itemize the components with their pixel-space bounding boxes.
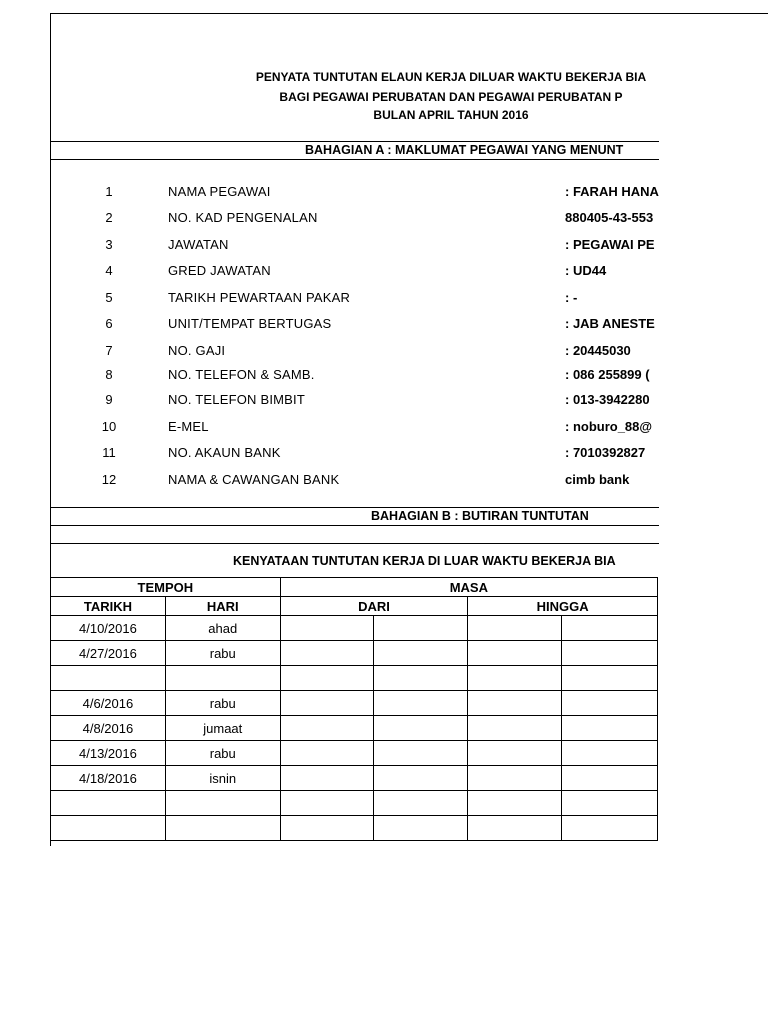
cell-dari-end[interactable] (374, 691, 468, 716)
info-value: : FARAH HANA (565, 184, 659, 199)
info-number: 4 (105, 263, 113, 278)
form-title-line-2: BAGI PEGAWAI PERUBATAN DAN PEGAWAI PERUBATAN P (279, 90, 623, 104)
cell-tarikh[interactable]: 4/6/2016 (51, 691, 165, 716)
table-row (51, 791, 658, 816)
info-number: 7 (105, 343, 113, 358)
header-masa: MASA (280, 578, 657, 597)
table-row (51, 716, 658, 741)
cell-hingga-start[interactable] (468, 691, 562, 716)
spreadsheet-page (50, 13, 768, 846)
info-value: : UD44 (565, 263, 607, 278)
cell-hari[interactable] (165, 791, 280, 816)
info-value: : PEGAWAI PE (565, 237, 655, 252)
header-tempoh: TEMPOH (51, 578, 280, 597)
cell-hingga-start[interactable] (468, 766, 562, 791)
divider (51, 159, 659, 160)
info-value: 880405-43-553 (565, 210, 654, 225)
cell-hari[interactable]: rabu (165, 691, 280, 716)
divider (51, 141, 659, 142)
cell-hari[interactable]: ahad (165, 616, 280, 641)
cell-tarikh[interactable]: 4/27/2016 (51, 641, 165, 666)
info-value: : 7010392827 (565, 445, 646, 460)
cell-dari-start[interactable] (280, 666, 374, 691)
cell-dari-end[interactable] (374, 716, 468, 741)
cell-hingga-end[interactable] (562, 691, 658, 716)
info-label: NAMA & CAWANGAN BANK (168, 472, 340, 487)
cell-tarikh[interactable]: 4/10/2016 (51, 616, 165, 641)
header-hari: HARI (165, 597, 280, 616)
cell-tarikh[interactable]: 4/13/2016 (51, 741, 165, 766)
table-row (51, 816, 658, 841)
info-value: : 013-3942280 (565, 392, 650, 407)
table-row (51, 766, 658, 791)
cell-dari-start[interactable] (280, 816, 374, 841)
sheet-content (51, 14, 659, 846)
cell-hingga-start[interactable] (468, 716, 562, 741)
table-row (51, 616, 658, 641)
info-number: 12 (101, 472, 117, 487)
form-title-line-1: PENYATA TUNTUTAN ELAUN KERJA DILUAR WAKTU BEKERJA BIA (255, 70, 647, 84)
info-value: : 20445030 (565, 343, 631, 358)
table-row (51, 741, 658, 766)
info-value: : 086 255899 ( (565, 367, 650, 382)
cell-hingga-end[interactable] (562, 616, 658, 641)
cell-hingga-end[interactable] (562, 716, 658, 741)
cell-hingga-start[interactable] (468, 791, 562, 816)
cell-hingga-end[interactable] (562, 666, 658, 691)
cell-dari-start[interactable] (280, 641, 374, 666)
header-tarikh: TARIKH (51, 597, 165, 616)
cell-dari-start[interactable] (280, 766, 374, 791)
table-row (51, 641, 658, 666)
info-value: cimb bank (565, 472, 630, 487)
info-number: 6 (105, 316, 113, 331)
cell-hari[interactable] (165, 666, 280, 691)
info-number: 11 (102, 445, 116, 460)
cell-hari[interactable] (165, 816, 280, 841)
cell-dari-end[interactable] (374, 791, 468, 816)
cell-dari-start[interactable] (280, 791, 374, 816)
info-label: E-MEL (168, 419, 209, 434)
cell-hingga-end[interactable] (562, 641, 658, 666)
cell-hingga-end[interactable] (562, 741, 658, 766)
info-value: : - (565, 290, 578, 305)
cell-tarikh[interactable]: 4/8/2016 (51, 716, 165, 741)
info-number: 1 (105, 184, 113, 199)
cell-hingga-end[interactable] (562, 766, 658, 791)
info-number: 3 (105, 237, 113, 252)
cell-hingga-start[interactable] (468, 666, 562, 691)
cell-hingga-end[interactable] (562, 791, 658, 816)
cell-hingga-start[interactable] (468, 616, 562, 641)
cell-dari-end[interactable] (374, 641, 468, 666)
divider (51, 507, 659, 508)
claims-table (51, 577, 658, 841)
info-label: TARIKH PEWARTAAN PAKAR (168, 290, 351, 305)
cell-dari-end[interactable] (374, 816, 468, 841)
info-number: 5 (105, 290, 113, 305)
cell-tarikh[interactable] (51, 791, 165, 816)
cell-dari-end[interactable] (374, 616, 468, 641)
cell-dari-start[interactable] (280, 691, 374, 716)
info-value: : noburo_88@ (565, 419, 653, 434)
cell-hingga-start[interactable] (468, 816, 562, 841)
cell-tarikh[interactable] (51, 816, 165, 841)
cell-tarikh[interactable]: 4/18/2016 (51, 766, 165, 791)
info-label: NO. AKAUN BANK (168, 445, 281, 460)
info-label: UNIT/TEMPAT BERTUGAS (168, 316, 332, 331)
header-hingga: HINGGA (468, 597, 658, 616)
cell-dari-start[interactable] (280, 716, 374, 741)
cell-dari-end[interactable] (374, 741, 468, 766)
info-label: NO. KAD PENGENALAN (168, 210, 318, 225)
cell-dari-start[interactable] (280, 616, 374, 641)
info-number: 10 (101, 419, 117, 434)
cell-hari[interactable]: jumaat (165, 716, 280, 741)
cell-hingga-start[interactable] (468, 741, 562, 766)
info-label: NO. GAJI (168, 343, 226, 358)
section-a-title: BAHAGIAN A : MAKLUMAT PEGAWAI YANG MENUNT (305, 143, 624, 157)
claims-statement-title: KENYATAAN TUNTUTAN KERJA DI LUAR WAKTU BEKERJA BIA (233, 554, 616, 568)
cell-dari-end[interactable] (374, 766, 468, 791)
cell-dari-end[interactable] (374, 666, 468, 691)
divider (51, 543, 659, 544)
cell-tarikh[interactable] (51, 666, 165, 691)
table-row (51, 691, 658, 716)
info-label: JAWATAN (168, 237, 229, 252)
info-label: GRED JAWATAN (168, 263, 271, 278)
info-number: 9 (105, 392, 113, 407)
info-label: NO. TELEFON & SAMB. (168, 367, 315, 382)
cell-hari[interactable]: isnin (165, 766, 280, 791)
info-number: 8 (105, 367, 113, 382)
cell-hari[interactable]: rabu (165, 741, 280, 766)
info-label: NAMA PEGAWAI (168, 184, 271, 199)
header-dari: DARI (280, 597, 468, 616)
info-value: : JAB ANESTE (565, 316, 655, 331)
cell-hingga-end[interactable] (562, 816, 658, 841)
cell-dari-start[interactable] (280, 741, 374, 766)
divider (51, 525, 659, 526)
info-number: 2 (105, 210, 113, 225)
cell-hingga-start[interactable] (468, 641, 562, 666)
info-label: NO. TELEFON BIMBIT (168, 392, 305, 407)
section-b-title: BAHAGIAN B : BUTIRAN TUNTUTAN (371, 509, 589, 523)
form-title-line-3: BULAN APRIL TAHUN 2016 (373, 108, 529, 122)
cell-hari[interactable]: rabu (165, 641, 280, 666)
table-row (51, 666, 658, 691)
